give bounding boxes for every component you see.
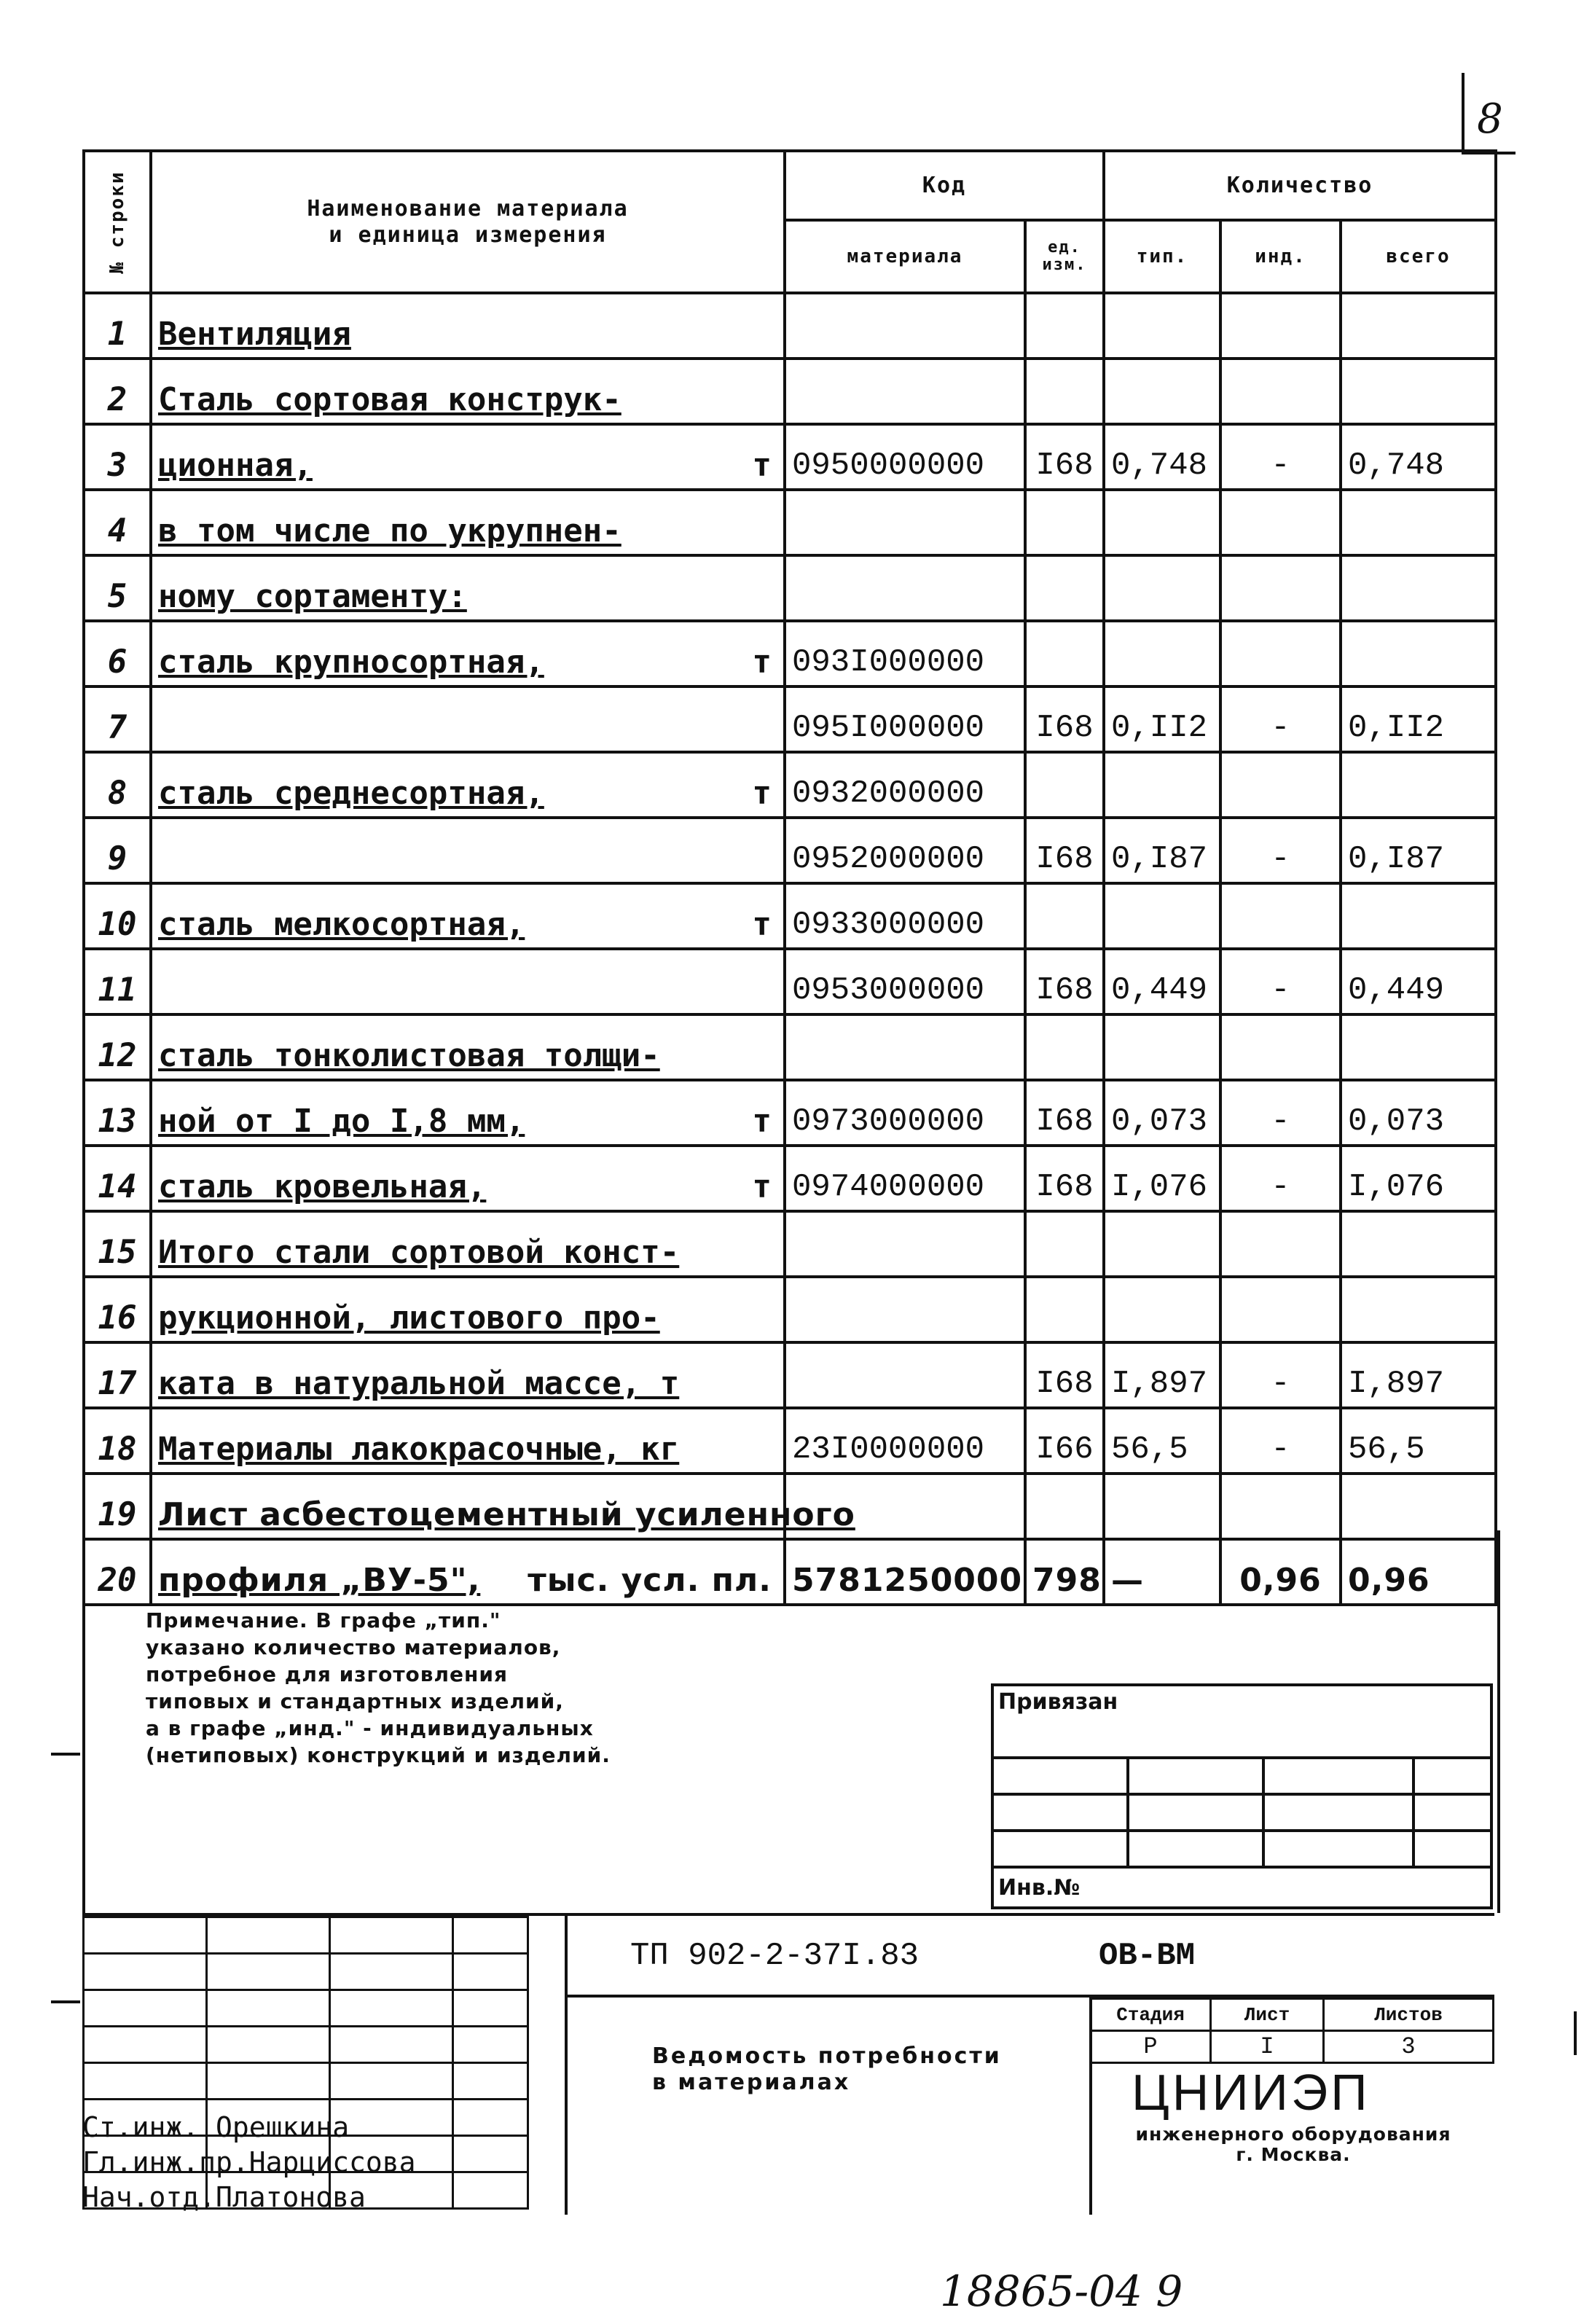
qty-typ: [1104, 883, 1220, 949]
qty-total: [1341, 883, 1496, 949]
table-row: [84, 818, 1496, 883]
table-row: [84, 883, 1496, 949]
qty-total: 0,073: [1341, 1080, 1496, 1146]
unit-code: [1025, 1014, 1104, 1080]
unit-code: I66: [1025, 1408, 1104, 1474]
unit-label: т: [752, 906, 772, 943]
row-number: 1: [84, 293, 151, 359]
qty-total: [1341, 490, 1496, 555]
material-code: [785, 293, 1025, 359]
row-number: 16: [84, 1277, 151, 1342]
row-number: 12: [84, 1014, 151, 1080]
header-unit: ед. изм.: [1025, 220, 1104, 293]
privyazan-label: Привязан: [992, 1685, 1491, 1758]
inv-label: Инв.№: [992, 1867, 1491, 1908]
doc-code: ТП 902-2-37I.83: [630, 1938, 919, 1974]
qty-ind: -: [1220, 1080, 1341, 1146]
qty-ind: [1220, 883, 1341, 949]
qty-ind: -: [1220, 818, 1341, 883]
qty-ind: [1220, 621, 1341, 686]
row-number: 9: [84, 818, 151, 883]
table-row: [84, 1408, 1496, 1474]
qty-typ: [1104, 752, 1220, 818]
unit-code: I68: [1025, 424, 1104, 490]
material-code: 093I000000: [785, 621, 1025, 686]
qty-ind: -: [1220, 1146, 1341, 1211]
row-number: 17: [84, 1342, 151, 1408]
qty-ind: [1220, 490, 1341, 555]
header-ind: инд.: [1220, 220, 1341, 293]
material-code: 23I0000000: [785, 1408, 1025, 1474]
header-code: Код: [785, 151, 1104, 220]
material-name: сталь среднесортная, т: [151, 752, 785, 818]
qty-typ: [1104, 1277, 1220, 1342]
qty-typ: —: [1104, 1539, 1220, 1605]
header-typ: тип.: [1104, 220, 1220, 293]
row-number: 4: [84, 490, 151, 555]
material-name: ному сортаменту:: [151, 555, 785, 621]
qty-ind: [1220, 555, 1341, 621]
qty-typ: [1104, 555, 1220, 621]
header-name: Наименование материала и единица измерения: [151, 151, 785, 293]
table-row: [84, 1211, 1496, 1277]
table-row: [84, 1146, 1496, 1211]
material-code: 0950000000: [785, 424, 1025, 490]
page-number-line: [1462, 73, 1464, 87]
material-name: сталь крупносортная, т: [151, 621, 785, 686]
unit-code: [1025, 1474, 1104, 1539]
qty-ind: -: [1220, 1408, 1341, 1474]
unit-code: I68: [1025, 1342, 1104, 1408]
unit-code: [1025, 752, 1104, 818]
material-name: Итого стали сортовой конст-: [151, 1211, 785, 1277]
unit-label: т: [752, 447, 772, 484]
note-text: Примечание. В графе „тип." указано количество материалов, потребное для изготовления типовых и стандартных изделий, а в графе „инд." - индивидуальных (нетиповых) конструкций и изделий.: [146, 1608, 611, 1767]
qty-typ: 56,5: [1104, 1408, 1220, 1474]
qty-typ: [1104, 1474, 1220, 1539]
qty-typ: [1104, 293, 1220, 359]
qty-total: [1341, 555, 1496, 621]
row-number: 14: [84, 1146, 151, 1211]
material-code: 0973000000: [785, 1080, 1025, 1146]
unit-code: [1025, 555, 1104, 621]
qty-total: [1341, 1474, 1496, 1539]
qty-total: [1341, 1277, 1496, 1342]
table-row: [84, 490, 1496, 555]
qty-typ: 0,073: [1104, 1080, 1220, 1146]
row-number: 15: [84, 1211, 151, 1277]
table-row: [84, 555, 1496, 621]
qty-total: 0,96: [1341, 1539, 1496, 1605]
material-name: профиля „ВУ-5", тыс. усл. пл.: [151, 1539, 785, 1605]
unit-label: т: [752, 643, 772, 681]
qty-ind: [1220, 1277, 1341, 1342]
row-number: 5: [84, 555, 151, 621]
unit-label: т: [752, 1168, 772, 1205]
table-row: [84, 1474, 1496, 1539]
material-name: Лист асбестоцементный усиленного: [151, 1474, 785, 1539]
material-code: [785, 1211, 1025, 1277]
qty-ind: [1220, 1014, 1341, 1080]
row-number: 2: [84, 359, 151, 424]
unit-code: I68: [1025, 818, 1104, 883]
material-code: [785, 490, 1025, 555]
qty-total: [1341, 359, 1496, 424]
qty-total: [1341, 1211, 1496, 1277]
table-row: [84, 686, 1496, 752]
unit-code: I68: [1025, 949, 1104, 1014]
qty-total: [1341, 621, 1496, 686]
qty-total: 0,II2: [1341, 686, 1496, 752]
material-code: [785, 359, 1025, 424]
qty-total: [1341, 1014, 1496, 1080]
stage-value: Р: [1091, 2031, 1211, 2063]
material-name: [151, 818, 785, 883]
qty-typ: [1104, 1014, 1220, 1080]
material-code: [785, 1014, 1025, 1080]
signer-3: Нач.отд.Платонова: [82, 2181, 366, 2213]
qty-typ: I,897: [1104, 1342, 1220, 1408]
qty-ind: [1220, 1474, 1341, 1539]
unit-code: [1025, 1277, 1104, 1342]
row-number: 10: [84, 883, 151, 949]
row-number: 13: [84, 1080, 151, 1146]
qty-ind: -: [1220, 1342, 1341, 1408]
material-code: 0952000000: [785, 818, 1025, 883]
qty-ind: -: [1220, 949, 1341, 1014]
table-row: [84, 1277, 1496, 1342]
stage-table: Стадия Лист Листов Р I 3: [1089, 1998, 1494, 2064]
material-code: [785, 1277, 1025, 1342]
qty-total: 0,748: [1341, 424, 1496, 490]
table-row: [84, 1080, 1496, 1146]
qty-typ: [1104, 621, 1220, 686]
sheet-value: I: [1211, 2031, 1324, 2063]
sheets-value: 3: [1324, 2031, 1494, 2063]
qty-total: I,076: [1341, 1146, 1496, 1211]
qty-total: 0,I87: [1341, 818, 1496, 883]
row-number: 11: [84, 949, 151, 1014]
unit-code: [1025, 293, 1104, 359]
material-code: 0933000000: [785, 883, 1025, 949]
unit-label: т: [752, 1103, 772, 1140]
unit-code: I68: [1025, 686, 1104, 752]
title-block: [82, 1913, 1494, 2215]
material-code: 5781250000: [785, 1539, 1025, 1605]
qty-ind: -: [1220, 424, 1341, 490]
qty-ind: 0,96: [1220, 1539, 1341, 1605]
qty-typ: [1104, 359, 1220, 424]
qty-ind: [1220, 752, 1341, 818]
material-name: рукционной, листового про-: [151, 1277, 785, 1342]
qty-ind: [1220, 1211, 1341, 1277]
material-name: сталь тонколистовая толщи-: [151, 1014, 785, 1080]
material-name: Вентиляция: [151, 293, 785, 359]
qty-typ: 0,II2: [1104, 686, 1220, 752]
unit-code: I68: [1025, 1146, 1104, 1211]
material-name: [151, 686, 785, 752]
table-row: [84, 1342, 1496, 1408]
material-code: 0953000000: [785, 949, 1025, 1014]
material-name: Материалы лакокрасочные, кг: [151, 1408, 785, 1474]
unit-code: [1025, 883, 1104, 949]
qty-ind: [1220, 359, 1341, 424]
row-number: 19: [84, 1474, 151, 1539]
signer-1: Ст.инж. Орешкина: [82, 2111, 350, 2143]
material-name: сталь кровельная, т: [151, 1146, 785, 1211]
header-total: всего: [1341, 220, 1496, 293]
qty-typ: 0,748: [1104, 424, 1220, 490]
sheet-code: ОВ-ВМ: [1099, 1938, 1196, 1974]
table-row: [84, 752, 1496, 818]
table-row: [84, 1014, 1496, 1080]
qty-typ: I,076: [1104, 1146, 1220, 1211]
unit-label: тыс. усл. пл.: [528, 1562, 772, 1599]
row-number: 6: [84, 621, 151, 686]
materials-table: [82, 149, 1497, 1606]
header-quantity: Количество: [1104, 151, 1496, 220]
unit-code: 798: [1025, 1539, 1104, 1605]
qty-ind: [1220, 293, 1341, 359]
row-number: 8: [84, 752, 151, 818]
material-name: ката в натуральной массе, т: [151, 1342, 785, 1408]
material-code: 0932000000: [785, 752, 1025, 818]
material-code: [785, 555, 1025, 621]
material-name: Сталь сортовая конструк-: [151, 359, 785, 424]
qty-total: [1341, 752, 1496, 818]
table-row: [84, 949, 1496, 1014]
qty-typ: [1104, 1211, 1220, 1277]
table-row: [84, 621, 1496, 686]
row-number: 20: [84, 1539, 151, 1605]
unit-code: [1025, 490, 1104, 555]
unit-code: I68: [1025, 1080, 1104, 1146]
org-name: ЦНИИЭП: [1132, 2064, 1371, 2121]
row-number: 18: [84, 1408, 151, 1474]
row-number: 7: [84, 686, 151, 752]
qty-ind: -: [1220, 686, 1341, 752]
material-code: [785, 1342, 1025, 1408]
unit-label: т: [752, 775, 772, 812]
material-name: ной от I до I,8 мм, т: [151, 1080, 785, 1146]
org-sub: инженерного оборудования г. Москва.: [1135, 2124, 1451, 2165]
signer-2: Гл.инж.пр.Нарциссова: [82, 2146, 416, 2178]
unit-code: [1025, 621, 1104, 686]
qty-total: [1341, 293, 1496, 359]
qty-total: 0,449: [1341, 949, 1496, 1014]
material-code: 0974000000: [785, 1146, 1025, 1211]
unit-code: [1025, 359, 1104, 424]
qty-total: 56,5: [1341, 1408, 1496, 1474]
binding-block: [991, 1683, 1493, 1909]
qty-typ: 0,I87: [1104, 818, 1220, 883]
material-name: в том числе по укрупнен-: [151, 490, 785, 555]
table-row: [84, 293, 1496, 359]
table-row: [84, 424, 1496, 490]
material-name: сталь мелкосортная, т: [151, 883, 785, 949]
header-material: материала: [785, 220, 1025, 293]
material-name: ционная, т: [151, 424, 785, 490]
header-row-no: № строки: [84, 151, 151, 293]
archive-number: 18865-04 9: [940, 2266, 1183, 2316]
page-number: 8: [1462, 86, 1515, 154]
row-number: 3: [84, 424, 151, 490]
material-code: 095I000000: [785, 686, 1025, 752]
qty-typ: 0,449: [1104, 949, 1220, 1014]
doc-title: Ведомость потребности в материалах: [652, 2043, 1002, 2095]
qty-typ: [1104, 490, 1220, 555]
material-name: [151, 949, 785, 1014]
qty-total: I,897: [1341, 1342, 1496, 1408]
table-row: [84, 359, 1496, 424]
unit-code: [1025, 1211, 1104, 1277]
